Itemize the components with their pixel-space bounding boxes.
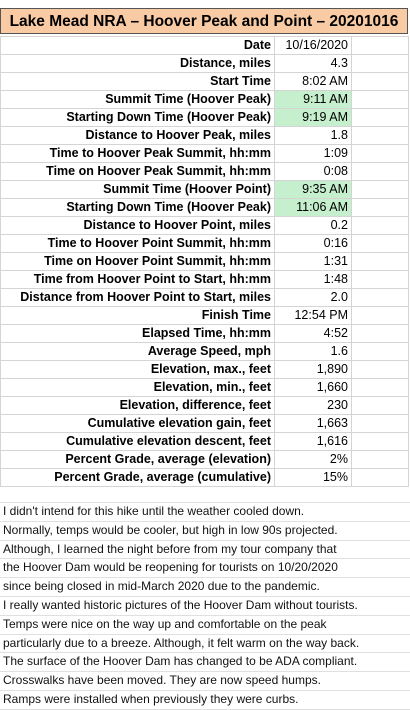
empty-cell[interactable] [352,145,409,163]
empty-cell[interactable] [352,415,409,433]
table-row [1,289,409,307]
stat-value-cell[interactable]: 10/16/2020 [275,37,352,55]
table-row [1,55,409,73]
stat-value-cell[interactable]: 2.0 [275,289,352,307]
stat-label-cell[interactable]: Elevation, difference, feet [1,397,275,415]
stat-value-cell[interactable]: 1.8 [275,127,352,145]
empty-cell[interactable] [352,73,409,91]
stat-value-cell[interactable]: 9:19 AM [275,109,352,127]
stat-value-cell[interactable]: 1,660 [275,379,352,397]
empty-cell[interactable] [352,163,409,181]
stat-label-cell[interactable]: Date [1,37,275,55]
stat-value-cell[interactable]: 0.2 [275,217,352,235]
table-row [1,451,409,469]
empty-cell[interactable] [352,325,409,343]
stat-label-cell[interactable]: Distance, miles [1,55,275,73]
stat-value-cell[interactable]: 15% [275,469,352,487]
empty-cell[interactable] [352,379,409,397]
stat-label-cell[interactable]: Distance to Hoover Peak, miles [1,127,275,145]
stat-label-cell[interactable]: Starting Down Time (Hoover Peak) [1,199,275,217]
notes-section [0,496,410,710]
table-row [1,91,409,109]
table-row [1,469,409,487]
note-line[interactable]: Ramps were installed when previously they were curbs. [0,691,410,710]
stat-label-cell[interactable]: Distance from Hoover Point to Start, miles [1,289,275,307]
stat-value-cell[interactable]: 1,616 [275,433,352,451]
empty-cell[interactable] [352,253,409,271]
empty-cell[interactable] [352,469,409,487]
empty-cell[interactable] [352,397,409,415]
empty-cell[interactable] [352,451,409,469]
stat-value-cell[interactable]: 9:35 AM [275,181,352,199]
stat-label-cell[interactable]: Distance to Hoover Point, miles [1,217,275,235]
table-row [1,127,409,145]
stat-value-cell[interactable]: 1.6 [275,343,352,361]
stat-value-cell[interactable]: 1:48 [275,271,352,289]
table-row [1,397,409,415]
stat-label-cell[interactable]: Cumulative elevation gain, feet [1,415,275,433]
empty-cell[interactable] [352,433,409,451]
table-row [1,181,409,199]
stat-label-cell[interactable]: Start Time [1,73,275,91]
note-line[interactable]: particularly due to a breeze. Although, it felt warm on the way back. [0,635,410,654]
stat-value-cell[interactable]: 230 [275,397,352,415]
table-row [1,415,409,433]
stat-label-cell[interactable]: Elapsed Time, hh:mm [1,325,275,343]
note-line[interactable]: Although, I learned the night before from my tour company that [0,541,410,560]
stat-value-cell[interactable]: 12:54 PM [275,307,352,325]
stat-label-cell[interactable]: Time to Hoover Point Summit, hh:mm [1,235,275,253]
stat-label-cell[interactable]: Starting Down Time (Hoover Peak) [1,109,275,127]
empty-cell[interactable] [352,55,409,73]
table-row [1,433,409,451]
empty-cell[interactable] [352,181,409,199]
table-row [1,271,409,289]
table-row [1,199,409,217]
empty-cell[interactable] [352,109,409,127]
stat-label-cell[interactable]: Time on Hoover Peak Summit, hh:mm [1,163,275,181]
hike-stats-table [0,36,409,487]
table-row [1,37,409,55]
empty-cell[interactable] [352,361,409,379]
stat-value-cell[interactable]: 0:08 [275,163,352,181]
table-row [1,73,409,91]
empty-cell[interactable] [352,217,409,235]
table-row [1,307,409,325]
note-line[interactable]: The surface of the Hoover Dam has changed to be ADA compliant. [0,653,410,672]
table-row [1,253,409,271]
stat-value-cell[interactable]: 8:02 AM [275,73,352,91]
table-row [1,325,409,343]
note-line[interactable]: Crosswalks have been moved. They are now speed humps. [0,672,410,691]
note-line[interactable]: since being closed in mid-March 2020 due to the pandemic. [0,578,410,597]
empty-cell[interactable] [352,127,409,145]
empty-cell[interactable] [352,91,409,109]
empty-cell[interactable] [352,37,409,55]
table-row [1,217,409,235]
stat-value-cell[interactable]: 4.3 [275,55,352,73]
stat-value-cell[interactable]: 1,890 [275,361,352,379]
empty-cell[interactable] [352,307,409,325]
stat-label-cell[interactable]: Time from Hoover Point to Start, hh:mm [1,271,275,289]
sheet-title[interactable]: Lake Mead NRA – Hoover Peak and Point – 20201016 [0,8,408,34]
empty-row [0,496,410,503]
table-row [1,361,409,379]
stat-label-cell[interactable]: Time to Hoover Peak Summit, hh:mm [1,145,275,163]
table-row [1,379,409,397]
stat-label-cell[interactable]: Cumulative elevation descent, feet [1,433,275,451]
note-line[interactable]: Temps were nice on the way up and comfortable on the peak [0,616,410,635]
stat-value-cell[interactable]: 9:11 AM [275,91,352,109]
note-line[interactable]: I really wanted historic pictures of the Hoover Dam without tourists. [0,597,410,616]
stat-label-cell[interactable]: Finish Time [1,307,275,325]
stat-value-cell[interactable]: 1,663 [275,415,352,433]
empty-cell[interactable] [352,343,409,361]
stat-label-cell[interactable]: Time on Hoover Point Summit, hh:mm [1,253,275,271]
stat-value-cell[interactable]: 1:31 [275,253,352,271]
empty-cell[interactable] [352,271,409,289]
stat-label-cell[interactable]: Summit Time (Hoover Point) [1,181,275,199]
stat-value-cell[interactable]: 11:06 AM [275,199,352,217]
empty-cell[interactable] [352,289,409,307]
table-row [1,163,409,181]
stat-value-cell[interactable]: 2% [275,451,352,469]
stat-label-cell[interactable]: Elevation, max., feet [1,361,275,379]
stat-label-cell[interactable]: Elevation, min., feet [1,379,275,397]
table-row [1,145,409,163]
empty-cell[interactable] [352,199,409,217]
note-line[interactable]: I didn't intend for this hike until the weather cooled down. [0,503,410,522]
note-line[interactable]: the Hoover Dam would be reopening for tourists on 10/20/2020 [0,559,410,578]
table-row [1,235,409,253]
stat-value-cell[interactable]: 4:52 [275,325,352,343]
stat-value-cell[interactable]: 1:09 [275,145,352,163]
empty-cell[interactable] [352,235,409,253]
stat-label-cell[interactable]: Percent Grade, average (elevation) [1,451,275,469]
stat-label-cell[interactable]: Average Speed, mph [1,343,275,361]
stat-label-cell[interactable]: Percent Grade, average (cumulative) [1,469,275,487]
stat-value-cell[interactable]: 0:16 [275,235,352,253]
stat-label-cell[interactable]: Summit Time (Hoover Peak) [1,91,275,109]
table-row [1,109,409,127]
note-line[interactable]: Normally, temps would be cooler, but high in low 90s projected. [0,522,410,541]
table-row [1,343,409,361]
